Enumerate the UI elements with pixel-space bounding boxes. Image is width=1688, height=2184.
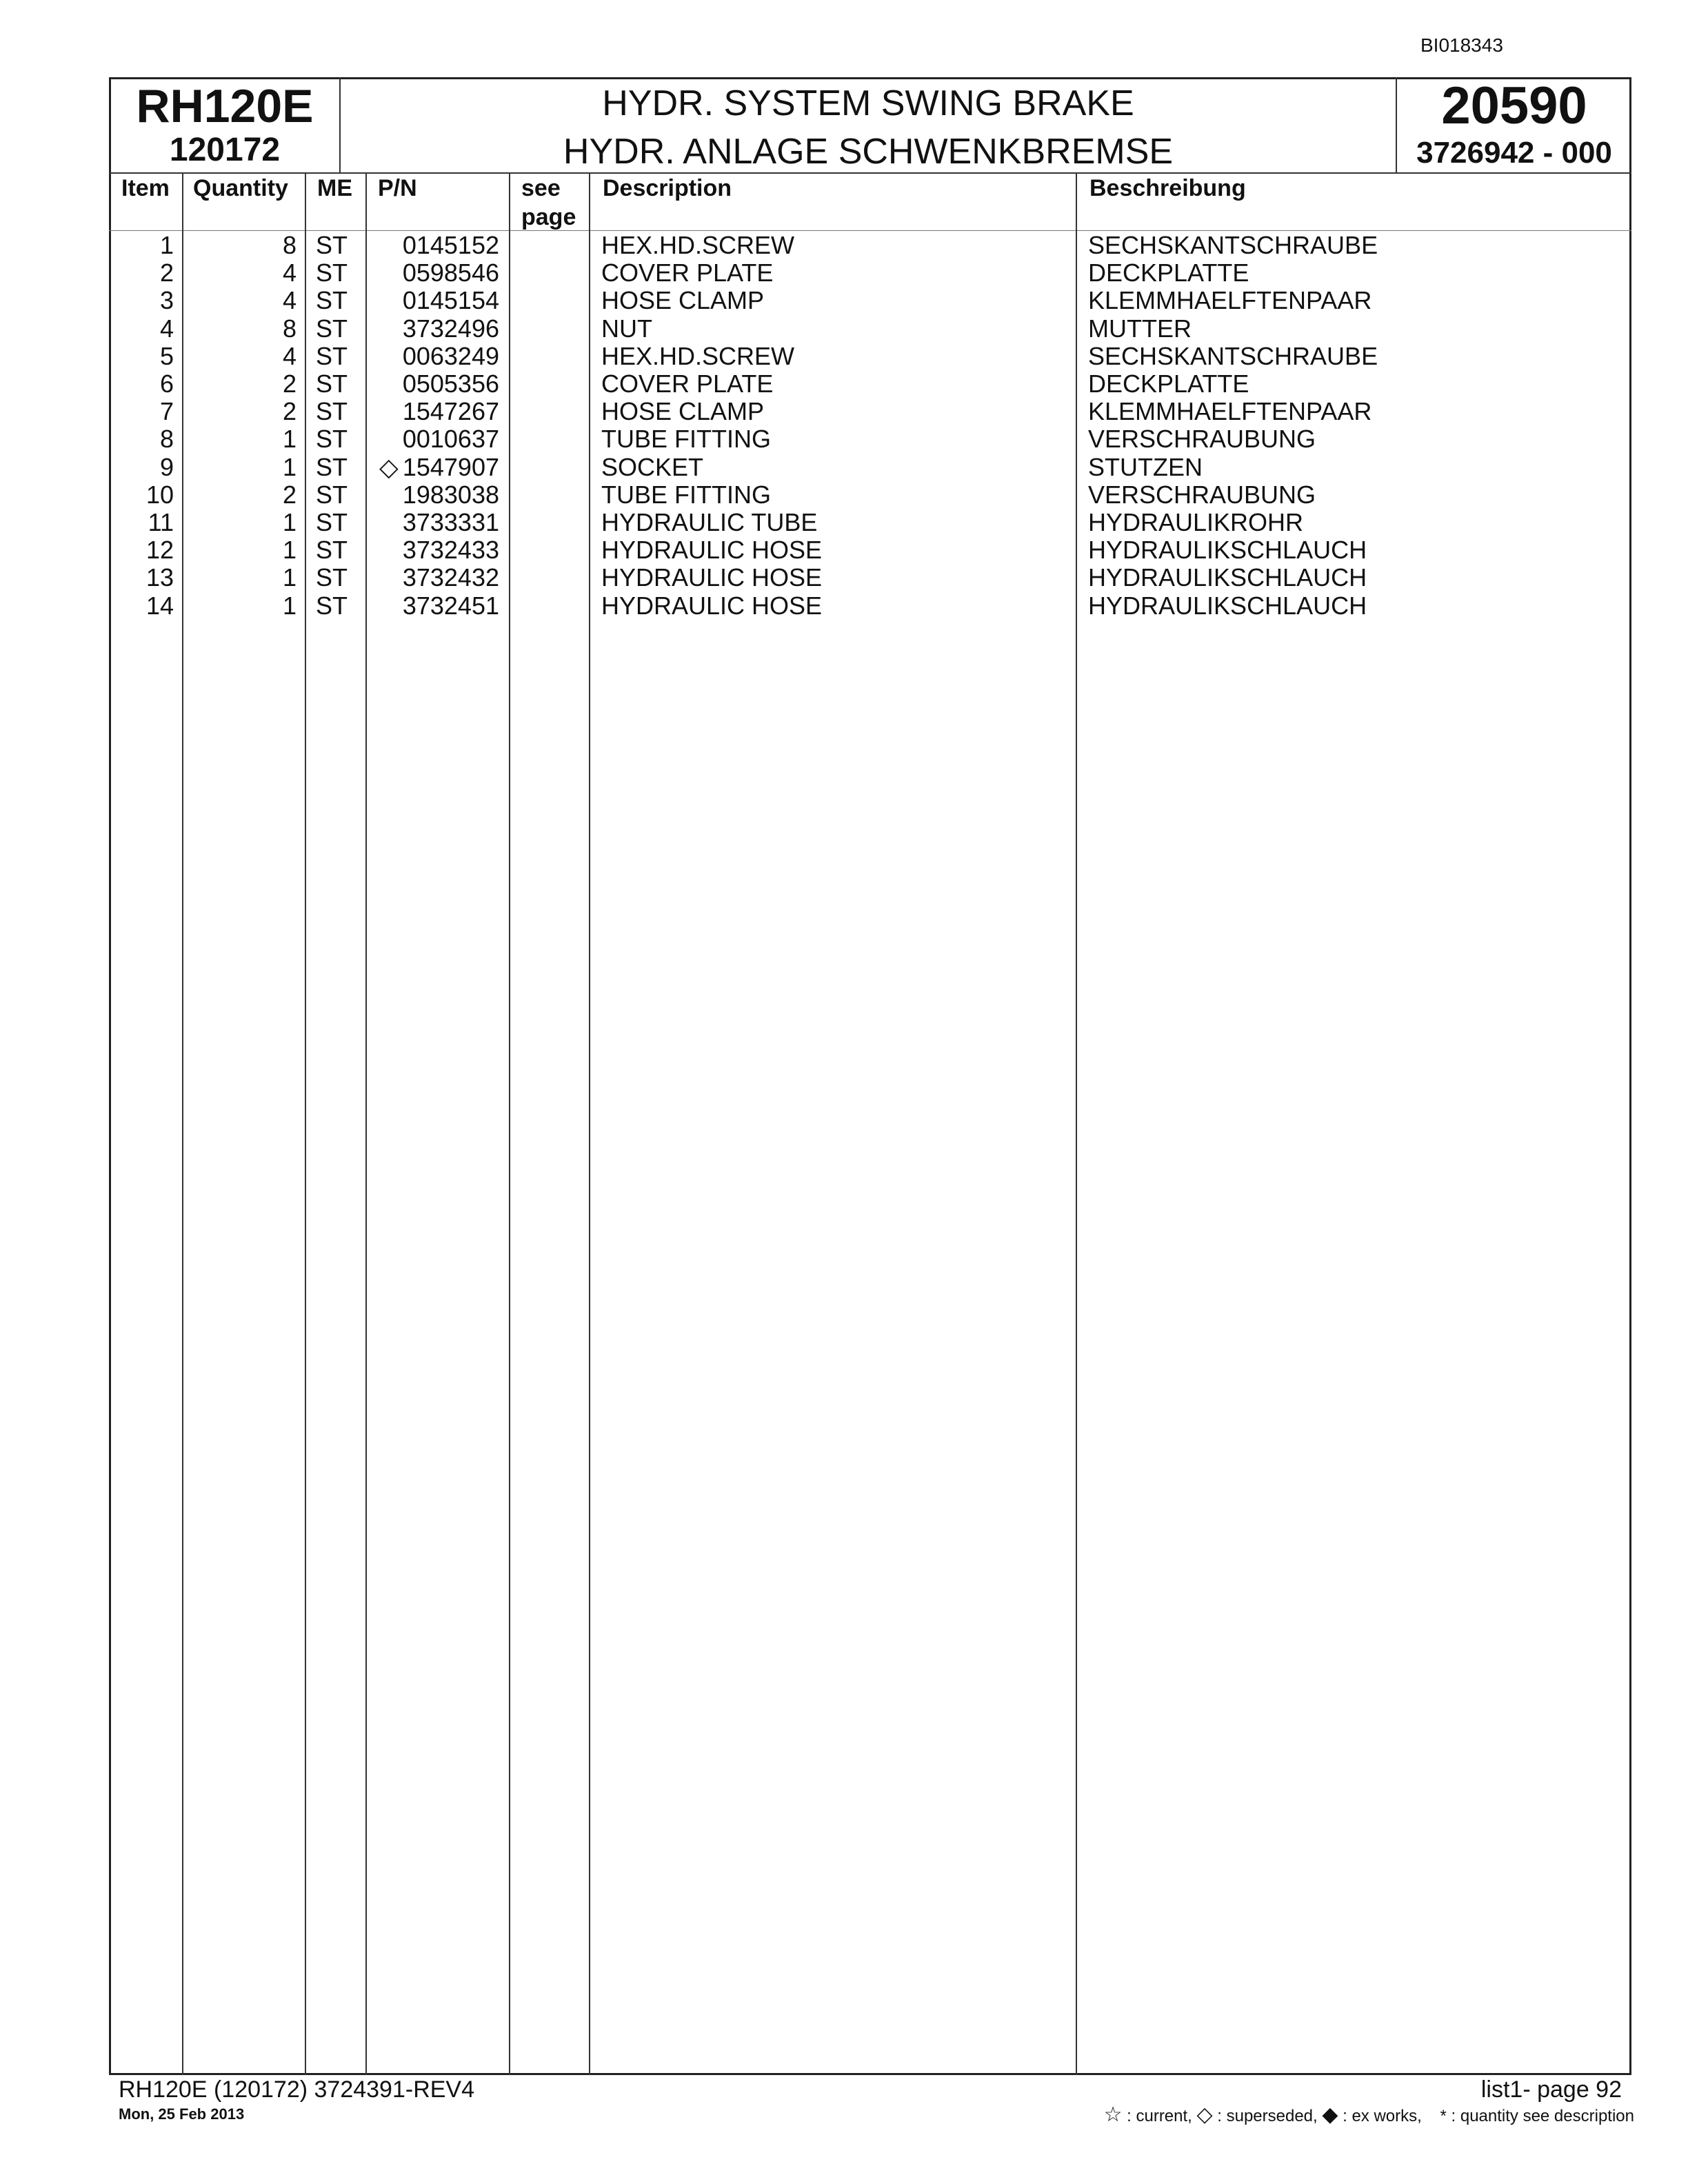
row-quantity: 1	[282, 563, 297, 592]
row-unit: ST	[316, 286, 348, 315]
drawing-number: 3726942 - 000	[1416, 136, 1612, 170]
row-beschreibung: VERSCHRAUBUNG	[1088, 480, 1316, 509]
row-beschreibung: SECHSKANTSCHRAUBE	[1088, 231, 1378, 259]
row-item-number: 9	[159, 452, 174, 481]
legend-superseded: : superseded,	[1217, 2107, 1318, 2125]
row-beschreibung: VERSCHRAUBUNG	[1088, 425, 1316, 454]
row-item-number: 12	[145, 536, 174, 565]
legend-ex-works: : ex works,	[1343, 2107, 1422, 2125]
column-header-pn: P/N	[378, 175, 417, 201]
row-part-number: 1547267	[402, 397, 499, 426]
row-status-mark: ◇	[379, 452, 399, 481]
row-quantity: 8	[282, 314, 297, 343]
row-part-number: 0598546	[402, 259, 499, 287]
column-header-see: see	[521, 175, 561, 201]
row-part-number: 3732433	[402, 536, 499, 565]
row-unit: ST	[316, 259, 348, 287]
row-beschreibung: DECKPLATTE	[1088, 259, 1249, 287]
row-unit: ST	[316, 536, 348, 565]
row-unit: ST	[316, 370, 348, 398]
symbol-legend	[1062, 2103, 1634, 2127]
column-header-me: ME	[317, 175, 352, 201]
row-description: TUBE FITTING	[601, 425, 771, 454]
row-item-number: 7	[159, 397, 174, 426]
row-beschreibung: HYDRAULIKSCHLAUCH	[1088, 591, 1367, 620]
row-part-number: 0063249	[402, 341, 499, 370]
row-unit: ST	[316, 341, 348, 370]
row-unit: ST	[316, 397, 348, 426]
row-beschreibung: HYDRAULIKSCHLAUCH	[1088, 563, 1367, 592]
row-item-number: 10	[145, 480, 174, 509]
row-part-number: 3732432	[402, 563, 499, 592]
row-item-number: 1	[159, 231, 174, 259]
row-quantity: 1	[282, 591, 297, 620]
row-part-number: 3732451	[402, 591, 499, 620]
row-description: HEX.HD.SCREW	[601, 231, 795, 259]
row-unit: ST	[316, 480, 348, 509]
row-beschreibung: SECHSKANTSCHRAUBE	[1088, 341, 1378, 370]
row-description: HYDRAULIC HOSE	[601, 591, 823, 620]
row-description: COVER PLATE	[601, 259, 774, 287]
column-line	[305, 172, 306, 2075]
diamond-filled-icon: ◆	[1322, 2103, 1338, 2126]
row-unit: ST	[316, 563, 348, 592]
row-quantity: 2	[282, 370, 297, 398]
row-unit: ST	[316, 591, 348, 620]
row-beschreibung: KLEMMHAELFTENPAAR	[1088, 286, 1372, 315]
column-header-item: Item	[121, 175, 170, 201]
row-part-number: 0145152	[402, 231, 499, 259]
row-part-number: 0010637	[402, 425, 499, 454]
row-unit: ST	[316, 231, 348, 259]
row-part-number: 3732496	[402, 314, 499, 343]
row-description: TUBE FITTING	[601, 480, 771, 509]
row-description: HOSE CLAMP	[601, 397, 765, 426]
document-id: BI018343	[1420, 34, 1503, 56]
row-item-number: 2	[159, 259, 174, 287]
row-description: HOSE CLAMP	[601, 286, 765, 315]
legend-quantity-note: * : quantity see description	[1440, 2107, 1634, 2125]
row-quantity: 8	[282, 231, 297, 259]
row-item-number: 3	[159, 286, 174, 315]
column-header-page: page	[521, 204, 576, 230]
row-description: HYDRAULIC HOSE	[601, 536, 823, 565]
row-description: HEX.HD.SCREW	[601, 341, 795, 370]
column-header-description: Description	[603, 175, 732, 201]
model-name: RH120E	[136, 80, 314, 132]
diamond-outline-icon: ◇	[1196, 2103, 1213, 2126]
row-quantity: 4	[282, 259, 297, 287]
star-icon: ☆	[1103, 2103, 1123, 2126]
column-line	[509, 172, 510, 2075]
page-title-german: HYDR. ANLAGE SCHWENKBREMSE	[563, 132, 1174, 172]
row-part-number: 1983038	[402, 480, 499, 509]
column-line	[365, 172, 367, 2075]
column-line	[1076, 172, 1077, 2075]
row-description: HYDRAULIC HOSE	[601, 563, 823, 592]
row-description: SOCKET	[601, 452, 704, 481]
row-beschreibung: HYDRAULIKROHR	[1088, 508, 1304, 536]
row-description: COVER PLATE	[601, 370, 774, 398]
row-quantity: 1	[282, 452, 297, 481]
row-item-number: 4	[159, 314, 174, 343]
row-item-number: 5	[159, 341, 174, 370]
row-part-number: 1547907	[402, 452, 499, 481]
page-title-english: HYDR. SYSTEM SWING BRAKE	[602, 83, 1134, 123]
row-unit: ST	[316, 452, 348, 481]
row-part-number: 0505356	[402, 370, 499, 398]
row-quantity: 1	[282, 508, 297, 536]
row-quantity: 4	[282, 341, 297, 370]
row-quantity: 4	[282, 286, 297, 315]
row-item-number: 8	[159, 425, 174, 454]
row-item-number: 13	[145, 563, 174, 592]
row-beschreibung: HYDRAULIKSCHLAUCH	[1088, 536, 1367, 565]
row-quantity: 2	[282, 397, 297, 426]
row-beschreibung: STUTZEN	[1088, 452, 1203, 481]
row-item-number: 14	[145, 591, 174, 620]
group-number: 20590	[1441, 77, 1587, 135]
row-quantity: 1	[282, 536, 297, 565]
row-unit: ST	[316, 425, 348, 454]
row-beschreibung: KLEMMHAELFTENPAAR	[1088, 397, 1372, 426]
row-part-number: 0145154	[402, 286, 499, 315]
row-description: HYDRAULIC TUBE	[601, 508, 818, 536]
footer-date: Mon, 25 Feb 2013	[119, 2105, 245, 2123]
column-header-beschreibung: Beschreibung	[1089, 175, 1246, 201]
row-quantity: 1	[282, 425, 297, 454]
footer-page-number: list1- page 92	[1480, 2076, 1622, 2103]
row-part-number: 3733331	[402, 508, 499, 536]
row-description: NUT	[601, 314, 652, 343]
column-header-quantity: Quantity	[193, 175, 288, 201]
row-unit: ST	[316, 314, 348, 343]
footer-document-reference: RH120E (120172) 3724391-REV4	[119, 2076, 475, 2103]
row-unit: ST	[316, 508, 348, 536]
row-item-number: 6	[159, 370, 174, 398]
row-quantity: 2	[282, 480, 297, 509]
serial-number: 120172	[169, 132, 281, 168]
row-item-number: 11	[148, 508, 174, 536]
column-line	[589, 172, 590, 2075]
row-beschreibung: MUTTER	[1088, 314, 1192, 343]
row-beschreibung: DECKPLATTE	[1088, 370, 1249, 398]
legend-current: : current,	[1127, 2107, 1192, 2125]
